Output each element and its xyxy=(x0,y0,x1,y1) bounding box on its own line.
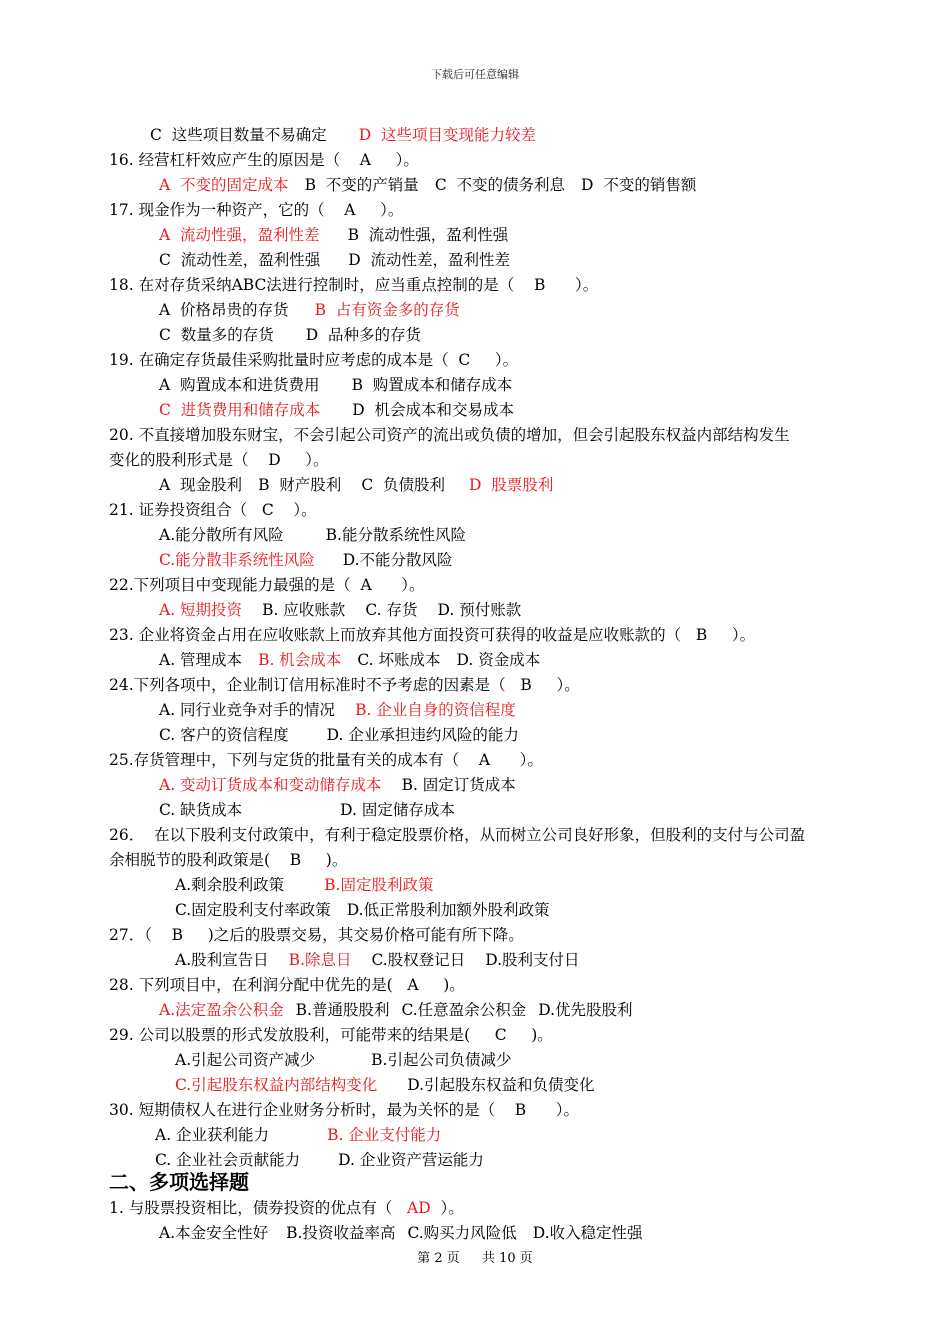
text-line xyxy=(159,325,421,345)
line-text: C. 缺货成本 xyxy=(159,801,243,819)
line-text: D. 企业承担违约风险的能力 xyxy=(326,726,519,744)
text-line xyxy=(159,400,514,420)
line-text: D 机会成本和交易成本 xyxy=(352,401,515,419)
line-text: D. 资金成本 xyxy=(456,651,541,669)
line-text: 20. 不直接增加股东财宝，不会引起公司资产的流出或负债的增加，但会引起股东权益内部结构发生 xyxy=(109,426,790,444)
text-line xyxy=(109,850,347,870)
line-text: A 购置成本和进货费用 xyxy=(159,376,320,394)
line-text: 25.存货管理中，下列与定货的批量有关的成本有（ A ）。 xyxy=(109,751,543,769)
line-text: A. 同行业竞争对手的情况 xyxy=(159,701,336,719)
line-text: C 不变的债务利息 xyxy=(434,176,566,194)
text-line xyxy=(159,225,508,245)
line-text: 18. 在对存货采纳ABC法进行控制时，应当重点控制的是（ B ）。 xyxy=(109,276,599,294)
text-line xyxy=(159,475,553,495)
text-line xyxy=(109,1100,579,1120)
line-text: 余相脱节的股利政策是( B )。 xyxy=(109,851,348,869)
answer-text: B. 机会成本 xyxy=(258,651,342,669)
answer-text: B. 企业支付能力 xyxy=(327,1126,442,1144)
line-text: C.任意盈余公积金 xyxy=(401,1001,527,1019)
text-line xyxy=(109,625,755,645)
answer-text: B.除息日 xyxy=(288,951,352,969)
text-line xyxy=(109,350,518,370)
line-text: 1. 与股票投资相比，债券投资的优点有（ xyxy=(109,1199,407,1217)
text-line xyxy=(109,1025,553,1045)
answer-text: D 股票股利 xyxy=(469,476,554,494)
text-line xyxy=(159,725,519,745)
text-line xyxy=(109,975,465,995)
line-text: D.引起股东权益和负债变化 xyxy=(407,1076,595,1094)
line-text: B 购置成本和储存成本 xyxy=(351,376,513,394)
answer-text: A. 变动订货成本和变动储存成本 xyxy=(159,776,382,794)
text-line xyxy=(159,250,510,270)
line-text: 17. 现金作为一种资产，它的（ A ）。 xyxy=(109,201,404,219)
line-text: D.不能分散风险 xyxy=(342,551,453,569)
text-line xyxy=(175,1050,511,1070)
answer-text: C.能分散非系统性风险 xyxy=(159,551,315,569)
text-line xyxy=(159,1223,643,1243)
line-text: B.投资收益率高 xyxy=(286,1224,396,1242)
line-text: 22.下列项目中变现能力最强的是（ A ）。 xyxy=(109,576,425,594)
text-line xyxy=(109,1198,464,1218)
text-line xyxy=(159,375,512,395)
line-text: C. 坏账成本 xyxy=(357,651,441,669)
line-text: 16. 经营杠杆效应产生的原因是（ A ）。 xyxy=(109,151,419,169)
text-line xyxy=(109,200,403,220)
line-text: A. 企业获利能力 xyxy=(155,1126,270,1144)
text-line xyxy=(109,275,598,295)
answer-text: A 不变的固定成本 xyxy=(159,176,289,194)
text-line xyxy=(159,775,516,795)
line-text: A 价格昂贵的存货 xyxy=(159,301,289,319)
text-line xyxy=(175,950,580,970)
text-line xyxy=(175,900,550,920)
line-text: A.引起公司资产减少 xyxy=(175,1051,316,1069)
line-text: 28. 下列项目中，在利润分配中优先的是( A )。 xyxy=(109,976,465,994)
text-line xyxy=(159,650,540,670)
answer-text: B 占有资金多的存货 xyxy=(314,301,460,319)
line-text: C.购买力风险低 xyxy=(407,1224,517,1242)
line-text: D. 企业资产营运能力 xyxy=(338,1151,484,1169)
answer-text: AD xyxy=(407,1199,431,1217)
line-text: A.股利宣告日 xyxy=(175,951,269,969)
answer-text: D 这些项目变现能力较差 xyxy=(358,126,537,144)
text-line xyxy=(159,800,455,820)
answer-text: A.法定盈余公积金 xyxy=(159,1001,284,1019)
line-text: B 流动性强，盈利性强 xyxy=(347,226,509,244)
answer-text: B. 企业自身的资信程度 xyxy=(355,701,516,719)
line-text: B.能分散系统性风险 xyxy=(325,526,466,544)
text-line xyxy=(159,700,516,720)
line-text: A 现金股利 xyxy=(159,476,243,494)
line-text: 23. 企业将资金占用在应收账款上而放弃其他方面投资可获得的收益是应收账款的（ B ）。 xyxy=(109,626,756,644)
line-text: 21. 证券投资组合（ C ）。 xyxy=(109,501,317,519)
line-text: D. 固定储存成本 xyxy=(340,801,455,819)
line-text: C.股权登记日 xyxy=(371,951,466,969)
page-footer xyxy=(0,1247,950,1266)
answer-text: A 流动性强，盈利性差 xyxy=(159,226,320,244)
line-text: A.能分散所有风险 xyxy=(159,526,284,544)
line-text: A.本金安全性好 xyxy=(159,1224,269,1242)
line-text: 27．（ B )之后的股票交易，其交易价格可能有所下降。 xyxy=(109,926,524,944)
line-text: ）。 xyxy=(430,1199,464,1217)
text-line xyxy=(155,1125,441,1145)
text-line xyxy=(109,425,790,445)
text-line xyxy=(109,925,524,945)
line-text: D 流动性差，盈利性差 xyxy=(348,251,511,269)
line-text: D. 预付账款 xyxy=(437,601,522,619)
text-line xyxy=(159,1000,633,1020)
line-text: 30. 短期债权人在进行企业财务分析时，最为关怀的是（ B ）。 xyxy=(109,1101,579,1119)
line-text: C.固定股利支付率政策 xyxy=(175,901,331,919)
line-text: B 财产股利 xyxy=(258,476,342,494)
line-text: D.低正常股利加额外股利政策 xyxy=(346,901,550,919)
line-text: 19. 在确定存货最佳采购批量时应考虑的成本是（ C ）。 xyxy=(109,351,519,369)
text-line xyxy=(109,150,419,170)
line-text: C 数量多的存货 xyxy=(159,326,274,344)
line-text: C 负债股利 xyxy=(361,476,446,494)
line-text: B. 应收账款 xyxy=(262,601,346,619)
section-title: 二、多项选择题 xyxy=(109,1170,249,1194)
text-line xyxy=(109,750,543,770)
line-text: C 流动性差，盈利性强 xyxy=(159,251,321,269)
line-text: D.收入稳定性强 xyxy=(532,1224,643,1242)
line-text: 变化的股利形式是（ D ）。 xyxy=(109,451,329,469)
text-line xyxy=(155,1150,484,1170)
answer-text: A. 短期投资 xyxy=(159,601,243,619)
line-text: D.股利支付日 xyxy=(485,951,580,969)
text-line xyxy=(175,875,433,895)
text-line xyxy=(159,300,460,320)
answer-text: C 进货费用和储存成本 xyxy=(159,401,321,419)
text-line xyxy=(109,450,329,470)
text-line xyxy=(159,175,696,195)
line-text: A. 管理成本 xyxy=(159,651,243,669)
line-text: C. 客户的资信程度 xyxy=(159,726,289,744)
page-header: 下载后可任意编辑 xyxy=(431,68,519,81)
text-line xyxy=(150,125,536,145)
line-text: A.剩余股利政策 xyxy=(175,876,285,894)
line-text: 24.下列各项中，企业制订信用标准时不予考虑的因素是（ B ）。 xyxy=(109,676,580,694)
line-text: 29. 公司以股票的形式发放股利，可能带来的结果是( C )。 xyxy=(109,1026,553,1044)
text-line xyxy=(159,550,453,570)
text-line xyxy=(109,675,580,695)
text-line xyxy=(109,575,425,595)
text-line xyxy=(109,500,317,520)
line-text: B.普通股股利 xyxy=(295,1001,390,1019)
line-text: D 品种多的存货 xyxy=(305,326,422,344)
answer-text: B.固定股利政策 xyxy=(324,876,434,894)
text-line xyxy=(109,825,805,845)
line-text: D 不变的销售额 xyxy=(581,176,697,194)
text-line xyxy=(175,1075,595,1095)
line-text: B. 固定订货成本 xyxy=(401,776,516,794)
page-number: 第 2 页 xyxy=(417,1251,460,1266)
text-line xyxy=(159,525,466,545)
line-text: D.优先股股利 xyxy=(538,1001,633,1019)
line-text: B 不变的产销量 xyxy=(304,176,419,194)
line-text: C. 存货 xyxy=(365,601,418,619)
line-text: C. 企业社会贡献能力 xyxy=(155,1151,301,1169)
answer-text: C.引起股东权益内部结构变化 xyxy=(175,1076,378,1094)
text-line xyxy=(159,600,521,620)
page-total: 共 10 页 xyxy=(481,1251,533,1266)
line-text: 26． 在以下股利支付政策中，有利于稳定股票价格，从而树立公司良好形象，但股利的支付与公司盈 xyxy=(109,826,806,844)
line-text: B.引起公司负债减少 xyxy=(371,1051,512,1069)
line-text: C 这些项目数量不易确定 xyxy=(150,126,327,144)
